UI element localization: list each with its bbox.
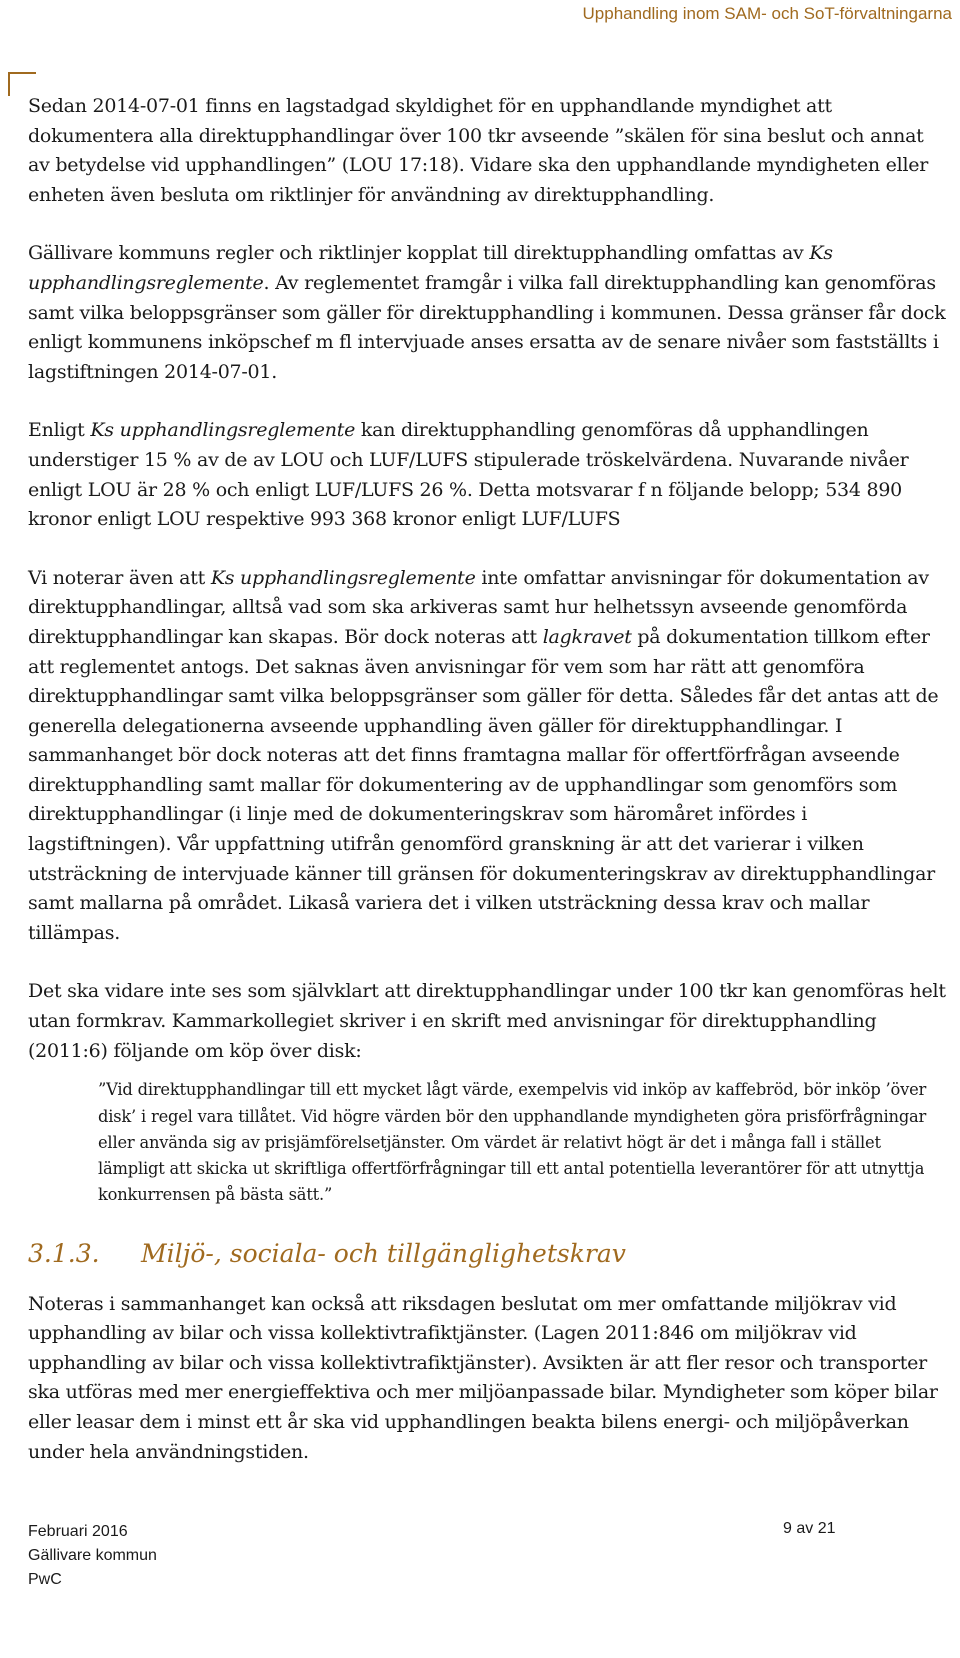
text-segment: kan direktupphandling genomföras då upphandlingen understiger 15 % av de av LOU och LUF/LUFS stipulerade tröskelvärdena. Nuvarande nivåer enligt LOU är 28 % och enligt LUF/LUFS 26 %. Detta motsvarar f n följande belopp; 534 890 kronor enligt LOU respektive 993 368 kronor enligt LUF/LUFS bbox=[28, 419, 909, 531]
italic-reference: Ks upphandlingsreglemente bbox=[90, 419, 356, 442]
blockquote-kammarkollegiet: ”Vid direktupphandlingar till ett mycket lågt värde, exempelvis vid inköp av kaffebröd, bör inköp ’över disk’ i regel vara tillåtet. Vid högre värden bör den upphandlande myndigheten göra prisförfrågningar eller använda sig av prisjämförelsetjänster. Om värdet är relativt högt är det i många fall i stället lämpligt att skicka ut skriftliga offertförfrågningar till ett antal potentiella leverantörer för att utnyttja konkurrensen på bästa sätt.” bbox=[98, 1080, 927, 1205]
page-footer bbox=[28, 1520, 157, 1592]
page-header-title: Upphandling inom SAM- och SoT-förvaltningarna bbox=[582, 4, 952, 23]
text-segment: Gällivare kommuns regler och riktlinjer kopplat till direktupphandling omfattas av bbox=[28, 242, 810, 265]
section-heading bbox=[28, 1239, 948, 1268]
paragraph-beloppsgranser bbox=[28, 416, 948, 534]
paragraph-miljokrav: Noteras i sammanhanget kan också att riksdagen beslutat om mer omfattande miljökrav vid upphandling av bilar och vissa kollektivtrafiktjänster. (Lagen 2011:846 om miljökrav vid upphandling av bilar och vissa kollektivtrafiktjänster). Avsikten är att fler resor och transporter ska utföras med mer energieffektiva och mer miljöanpassade bilar. Myndigheter som köper bilar eller leasar dem i minst ett år ska vid upphandlingen beakta bilens energi- och miljöpåverkan under hela användningstiden. bbox=[28, 1292, 938, 1463]
paragraph-text: Sedan 2014-07-01 finns en lagstadgad skyldighet för en upphandlande myndighet att dokumentera alla direktupphandlingar över 100 tkr avseende ”skälen för sina beslut och annat av betydelse vid upphandlingen” (LOU 17:18). Vidare ska den upphandlande myndigheten eller enheten även besluta om riktlinjer för användning av direktupphandling. bbox=[28, 95, 929, 206]
text-segment: . Av reglementet framgår i vilka fall direktupphandling kan genomföras samt vilka beloppsgränser som gäller för direktupphandling i kommunen. Dessa gränser får dock enligt kommunens inköpschef m fl intervjuade anses ersatta av de senare nivåer som fastställts i lagstiftningen 2014-07-01. bbox=[28, 271, 946, 383]
document-body bbox=[28, 92, 948, 1496]
paragraph-kop-over-disk bbox=[28, 977, 948, 1066]
footer-date: Februari 2016 bbox=[28, 1523, 128, 1540]
footer-company: PwC bbox=[28, 1571, 62, 1588]
paragraph-dokumentationskrav bbox=[28, 92, 948, 210]
paragraph-regler-riktlinjer bbox=[28, 239, 948, 387]
text-segment: på dokumentation tillkom efter att reglementet antogs. Det saknas även anvisningar för vem som har rätt att genomföra direktupphandlingar samt vilka beloppsgränser som gäller för detta. Således får det antas att de generella delegationerna avseende upphandling även gäller för direktupphandlingar. I sammanhanget bör dock noteras att det finns framtagna mallar för offertförfrågan avseende direktupphandling samt mallar för dokumentering av de upphandlingar som genomförs som direktupphandlingar (i linje med de dokumenteringskrav som häromåret infördes i lagstiftningen). Vår uppfattning utifrån genomförd granskning är att det varierar i vilken utsträckning de intervjuade känner till gränsen för dokumenteringskrav av direktupphandlingar samt mallarna på området. Likaså variera det i vilken utsträckning dessa krav och mallar tillämpas. bbox=[28, 625, 939, 944]
italic-reference: Ks upphandlingsreglemente bbox=[210, 566, 476, 589]
italic-term: lagkravet bbox=[542, 625, 632, 648]
text-segment: Enligt bbox=[28, 419, 91, 442]
text-segment: inte omfattar anvisningar för dokumentation av direktupphandlingar, alltså vad som ska arkiveras samt hur helhetssyn avseende genomförda direktupphandlingar kan skapas. Bör dock noteras att bbox=[28, 566, 929, 648]
paragraph-text: Det ska vidare inte ses som självklart att direktupphandlingar under 100 tkr kan genomföras helt utan formkrav. Kammarkollegiet skriver i en skrift med anvisningar för direktupphandling (2011:6) följande om köp över disk: bbox=[28, 980, 946, 1062]
section-title: Miljö-, sociala- och tillgänglighetskrav bbox=[141, 1238, 626, 1268]
italic-reference: Ks upphandlingsreglemente bbox=[28, 242, 833, 294]
text-segment: Vi noterar även att bbox=[28, 566, 211, 589]
section-number: 3.1.3. bbox=[28, 1238, 100, 1268]
page-number: 9 av 21 bbox=[783, 1520, 836, 1537]
paragraph-anvisningar bbox=[28, 564, 948, 949]
footer-municipality: Gällivare kommun bbox=[28, 1547, 157, 1564]
